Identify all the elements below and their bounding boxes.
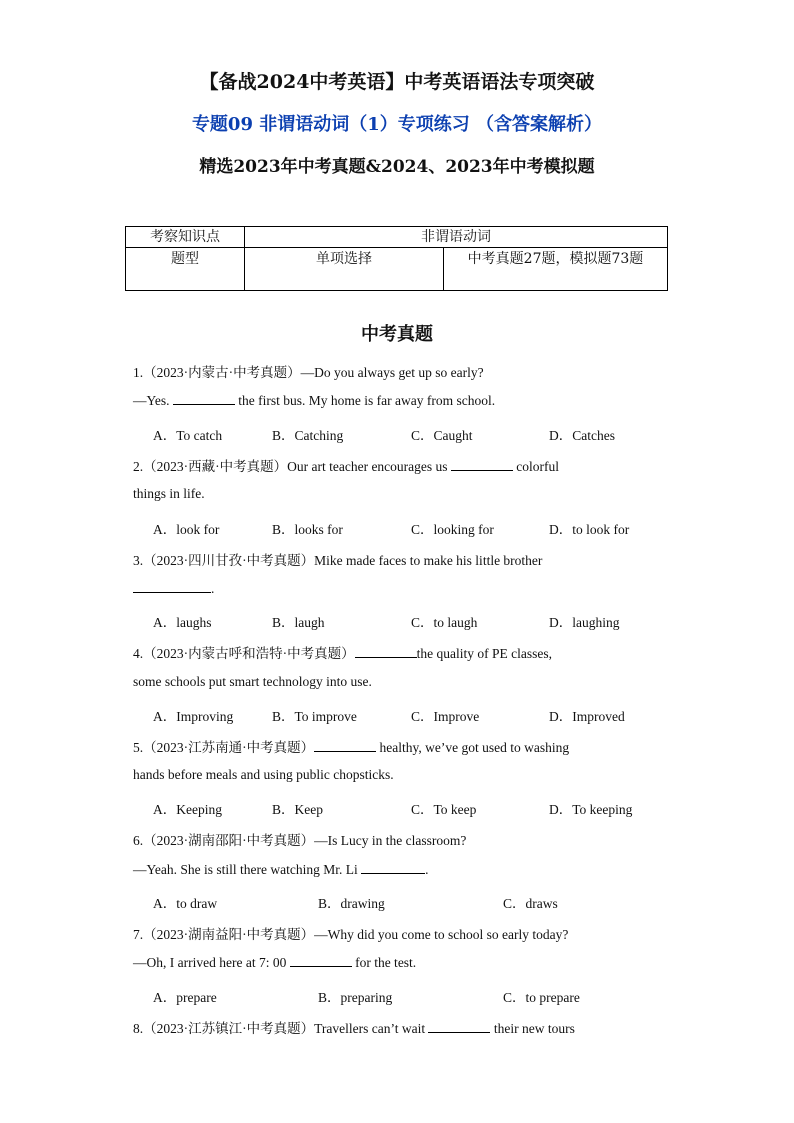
question-text: —Oh, I arrived here at 7: 00: [133, 955, 290, 970]
section-title: 中考真题: [361, 324, 433, 345]
answer-blank: [361, 861, 425, 874]
question-line: 1.（2023·内蒙古·中考真题）—Do you always get up so early?: [133, 365, 484, 380]
option-c: C．draws: [503, 896, 558, 911]
question-line: [133, 736, 569, 756]
question-line: things in life.: [133, 486, 205, 501]
answer-blank: [173, 392, 235, 405]
scope-line: 精选2023年中考真题&2024、2023年中考模拟题: [199, 157, 595, 177]
topic-subtitle: 专题09 非谓语动词（1）专项练习 （含答案解析）: [191, 114, 603, 135]
option-b: B．looks for: [272, 522, 343, 537]
table-row: [126, 248, 668, 291]
question-line: [133, 861, 428, 878]
question-line: 7.（2023·湖南益阳·中考真题）—Why did you come to school so early today?: [133, 927, 569, 942]
answer-blank: [314, 739, 376, 752]
option-a: A．laughs: [153, 615, 212, 630]
question-text: 2.（2023·西藏·中考真题）Our art teacher encourages us: [133, 459, 451, 474]
option-d: D．Improved: [549, 709, 625, 724]
table-cell: 单项选择: [245, 248, 444, 291]
question-text: —Yes.: [133, 393, 173, 408]
option-a: A．look for: [153, 522, 220, 537]
table-cell: 考察知识点: [126, 227, 245, 248]
question-line: hands before meals and using public chopsticks.: [133, 767, 394, 782]
option-d: D．to look for: [549, 522, 630, 537]
option-a: A．Keeping: [153, 802, 222, 817]
question-line: [133, 580, 214, 597]
question-text: the first bus. My home is far away from school.: [234, 393, 496, 408]
option-d: D．To keeping: [549, 802, 633, 817]
option-b: B．drawing: [318, 896, 385, 911]
question-line: [133, 455, 559, 475]
option-b: B．Catching: [272, 428, 344, 443]
table-row: [126, 227, 668, 248]
info-table: [125, 226, 668, 291]
option-b: B．laugh: [272, 615, 325, 630]
answer-blank: [133, 580, 211, 593]
page-title: 【备战2024中考英语】中考英语语法专项突破: [199, 71, 595, 93]
answer-blank: [428, 1020, 490, 1033]
option-c: C．Caught: [411, 428, 473, 443]
option-b: B．To improve: [272, 709, 357, 724]
option-c: C．looking for: [411, 522, 494, 537]
table-cell: 中考真题27题，模拟题73题: [444, 248, 668, 291]
option-d: D．laughing: [549, 615, 620, 630]
question-text: 8.（2023·江苏镇江·中考真题）Travellers can’t wait: [133, 1021, 429, 1036]
option-c: C．to prepare: [503, 990, 580, 1005]
option-a: A．to draw: [153, 896, 218, 911]
option-d: D．Catches: [549, 428, 615, 443]
table-cell: 非谓语动词: [245, 227, 668, 248]
question-text: healthy, we’ve got used to washing: [376, 740, 570, 755]
answer-blank: [451, 458, 513, 471]
question-text: colorful: [512, 459, 560, 474]
question-text: 5.（2023·江苏南通·中考真题）: [133, 740, 315, 755]
option-b: B．preparing: [318, 990, 393, 1005]
question-line: [133, 392, 495, 409]
option-a: A．Improving: [153, 709, 234, 724]
question-text: for the test.: [351, 955, 417, 970]
option-b: B．Keep: [272, 802, 323, 817]
question-text: .: [425, 862, 429, 877]
option-c: C．To keep: [411, 802, 477, 817]
question-line: [133, 954, 416, 971]
answer-blank: [290, 954, 352, 967]
question-text: 4.（2023·内蒙古呼和浩特·中考真题）: [133, 646, 355, 661]
option-c: C．to laugh: [411, 615, 478, 630]
question-text: —Yeah. She is still there watching Mr. Li: [133, 862, 362, 877]
question-line: some schools put smart technology into use.: [133, 674, 372, 689]
question-line: 3.（2023·四川甘孜·中考真题）Mike made faces to make his little brother: [133, 553, 543, 568]
option-c: C．Improve: [411, 709, 480, 724]
question-line: [133, 642, 552, 662]
answer-blank: [355, 645, 417, 658]
question-text: their new tours: [490, 1021, 575, 1036]
question-text: the quality of PE classes,: [416, 646, 552, 661]
question-line: 6.（2023·湖南邵阳·中考真题）—Is Lucy in the classroom?: [133, 833, 467, 848]
question-line: [133, 1017, 575, 1037]
table-cell: 题型: [126, 248, 245, 291]
option-a: A．To catch: [153, 428, 223, 443]
question-text: .: [211, 581, 215, 596]
option-a: A．prepare: [153, 990, 217, 1005]
